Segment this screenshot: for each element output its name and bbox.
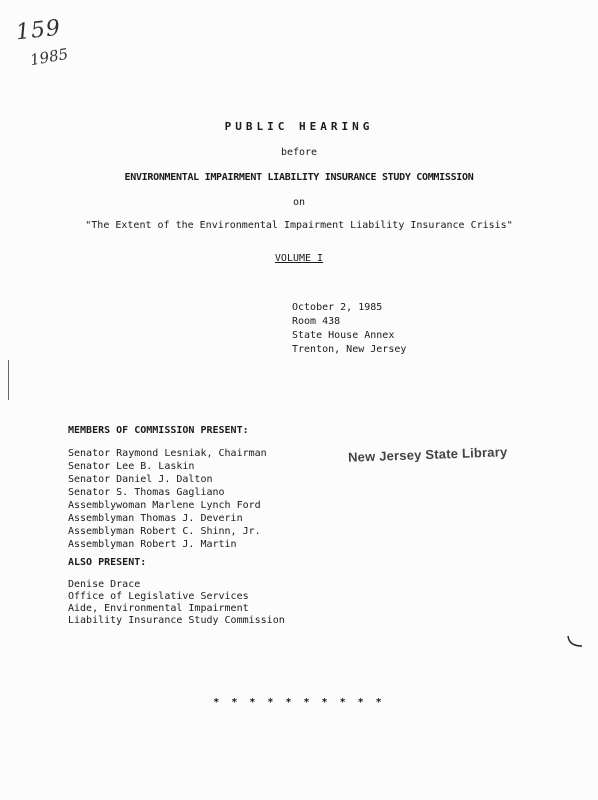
volume-label: VOLUME I: [274, 253, 324, 264]
building-line: State House Annex: [292, 330, 395, 341]
date-location-block: [292, 301, 406, 357]
list-item: Aide, Environmental Impairment: [68, 603, 249, 614]
document-title: PUBLIC HEARING: [224, 120, 374, 133]
list-item: Assemblywoman Marlene Lynch Ford: [68, 500, 261, 511]
room-line: Room 438: [292, 316, 341, 327]
separator-stars: * * * * * * * * * *: [213, 697, 385, 708]
also-present-list: [68, 578, 285, 626]
handwritten-year: 1985: [28, 44, 70, 70]
list-item: Assemblyman Robert C. Shinn, Jr.: [68, 526, 261, 537]
members-list: [68, 447, 267, 551]
before-label: before: [280, 147, 318, 158]
list-item: Senator Daniel J. Dalton: [68, 474, 213, 485]
scan-edge-mark: [8, 360, 9, 400]
list-item: Office of Legislative Services: [68, 591, 249, 602]
list-item: Liability Insurance Study Commission: [68, 615, 285, 626]
city-line: Trenton, New Jersey: [292, 344, 407, 355]
date-line: October 2, 1985: [292, 302, 383, 313]
list-item: Denise Drace: [68, 579, 141, 590]
list-item: Assemblyman Robert J. Martin: [68, 539, 237, 550]
list-item: Senator Lee B. Laskin: [68, 461, 195, 472]
list-item: Assemblyman Thomas J. Deverin: [68, 513, 243, 524]
hearing-subject: "The Extent of the Environmental Impairment Liability Insurance Crisis": [85, 220, 513, 231]
commission-name: ENVIRONMENTAL IMPAIRMENT LIABILITY INSURANCE STUDY COMMISSION: [124, 172, 474, 183]
list-item: Senator Raymond Lesniak, Chairman: [68, 448, 267, 459]
list-item: Senator S. Thomas Gagliano: [68, 487, 225, 498]
handwritten-number: 159: [14, 15, 63, 46]
scan-mark: [566, 634, 586, 650]
on-label: on: [292, 197, 306, 208]
members-heading: MEMBERS OF COMMISSION PRESENT:: [68, 425, 249, 436]
library-stamp: New Jersey State Library: [347, 444, 508, 465]
also-present-heading: ALSO PRESENT:: [68, 557, 147, 568]
